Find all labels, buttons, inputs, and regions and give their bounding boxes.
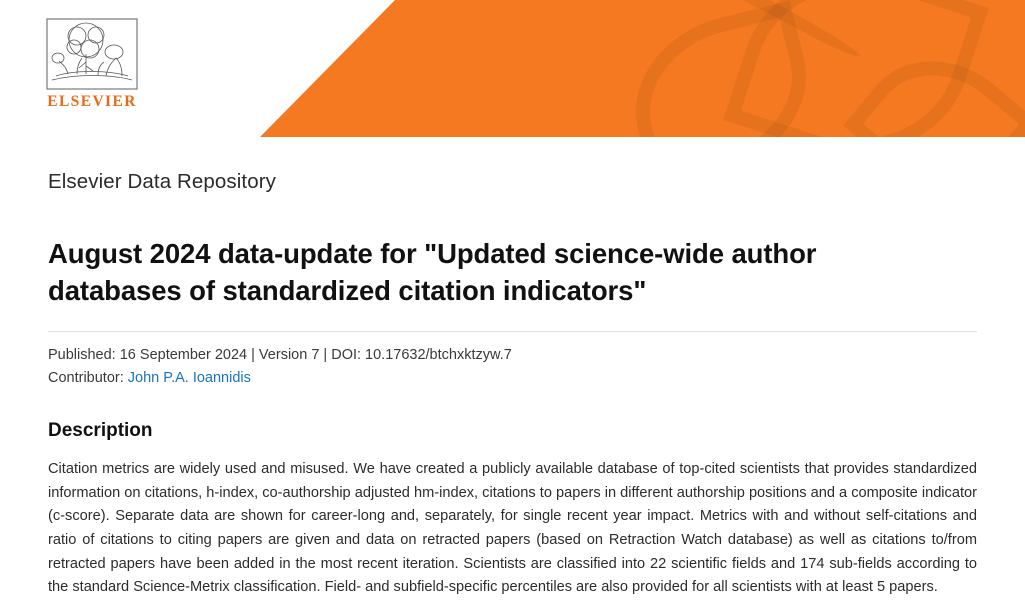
- page-header: [0, 0, 1025, 137]
- description-heading: Description: [48, 420, 153, 442]
- elsevier-tree-logo-icon: [46, 18, 138, 90]
- elsevier-logo[interactable]: [44, 18, 140, 111]
- page-content: [0, 170, 1025, 600]
- document-metadata: [48, 331, 977, 389]
- description-text: Citation metrics are widely used and misused. We have created a publicly available database of top-cited scientists that provides standardized information on citations, h-index, co-authorship adjusted hm-index, citations to papers in different authorship positions and a composite indicator (c-score). Separate data are shown for career-long and, separately, for single recent year impact. Metrics with and without self-citations and ratio of citations to citing papers are given and data on retracted papers (based on Retraction Watch database) as well as citations to/from retracted papers have been added in the most recent iteration. Scientists are classified into 22 scientific fields and 174 sub-fields according to the standard Science-Metrix classification. Field- and subfield-specific percentiles are also provided for all scientists with at least 5 papers.: [48, 460, 977, 596]
- repository-name: Elsevier Data Repository: [48, 170, 276, 193]
- header-banner-graphic: [260, 0, 1025, 137]
- publication-meta: Published: 16 September 2024 | Version 7 | DOI: 10.17632/btchxktzyw.7: [48, 347, 512, 364]
- elsevier-wordmark: ELSEVIER: [47, 93, 137, 110]
- contributor-label: Contributor:: [48, 369, 124, 386]
- contributor-link[interactable]: John P.A. Ioannidis: [127, 369, 251, 386]
- contributor-line: [48, 367, 977, 389]
- page-title: August 2024 data-update for "Updated science-wide author databases of standardized citation indicators": [48, 238, 817, 307]
